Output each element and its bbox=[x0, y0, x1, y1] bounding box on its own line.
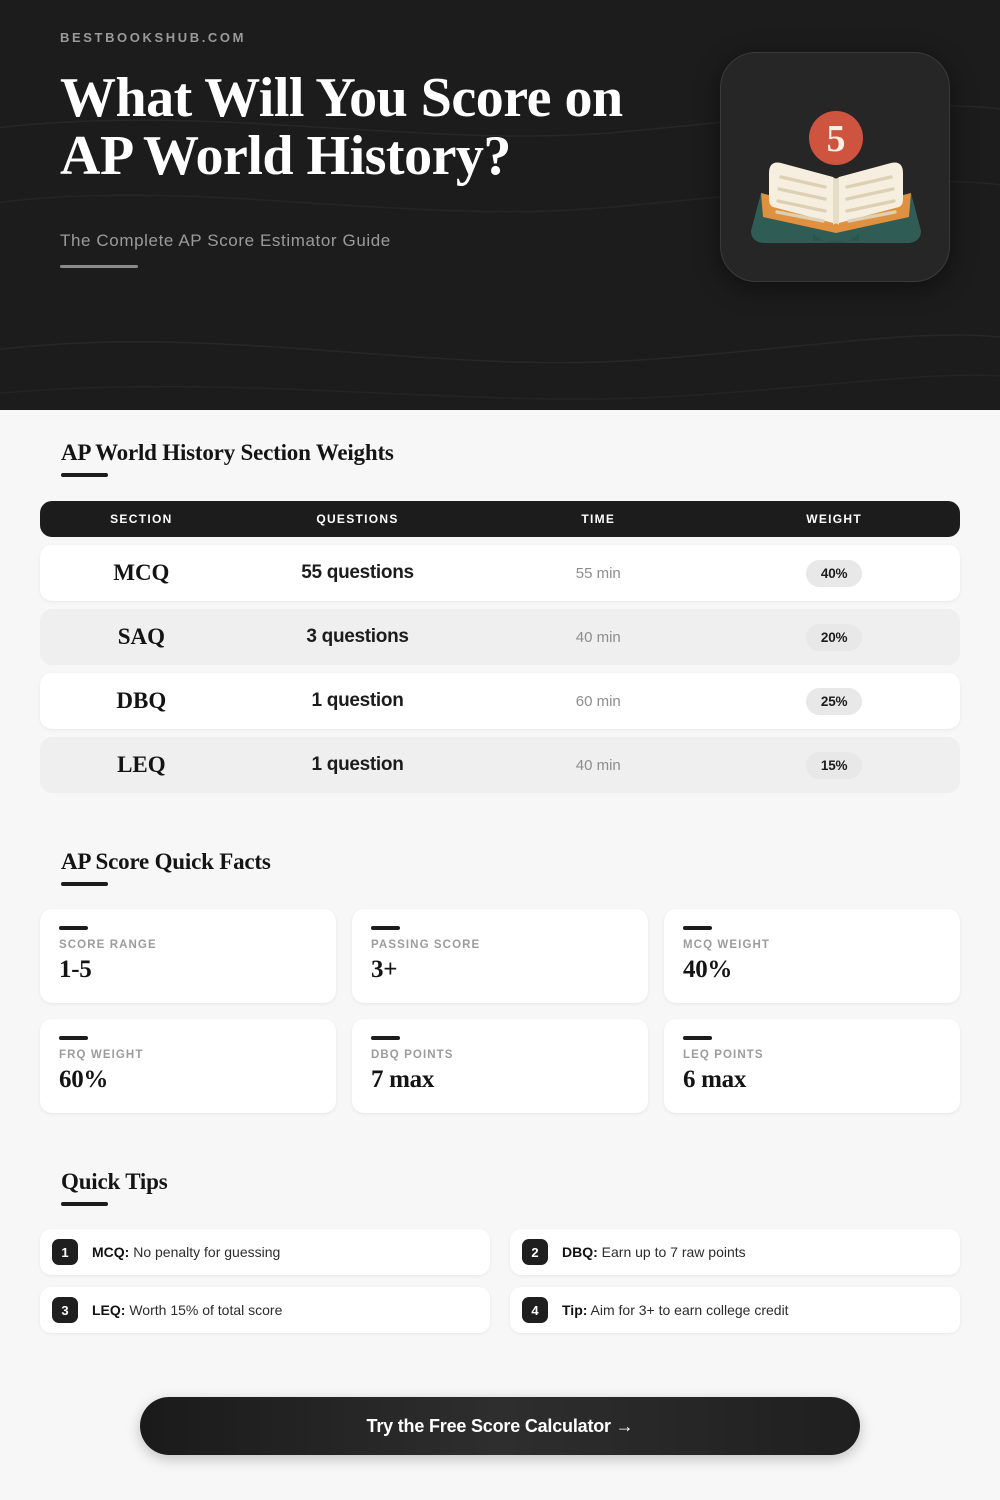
row-questions: 3 questions bbox=[306, 626, 409, 647]
tip-lead: LEQ: bbox=[92, 1302, 126, 1318]
column-header-section: SECTION bbox=[110, 512, 173, 526]
tip-body: Aim for 3+ to earn college credit bbox=[587, 1302, 789, 1318]
fact-value: 1-5 bbox=[59, 956, 92, 983]
weights-heading-underline bbox=[61, 473, 108, 477]
fact-value: 3+ bbox=[371, 956, 398, 983]
tip-item bbox=[510, 1229, 960, 1275]
tip-lead: MCQ: bbox=[92, 1244, 130, 1260]
row-section: LEQ bbox=[117, 752, 166, 777]
tip-text bbox=[92, 1244, 280, 1260]
column-header-weight: WEIGHT bbox=[806, 512, 862, 526]
fact-card bbox=[664, 1019, 960, 1113]
score-badge-number: 5 bbox=[826, 118, 846, 160]
row-questions: 1 question bbox=[311, 754, 404, 775]
row-time: 55 min bbox=[575, 564, 621, 582]
weights-heading: AP World History Section Weights bbox=[61, 440, 394, 465]
row-section: MCQ bbox=[113, 560, 170, 585]
facts-heading-underline bbox=[61, 882, 108, 886]
table-row bbox=[40, 609, 960, 665]
row-questions: 1 question bbox=[311, 690, 404, 711]
row-weight-cell bbox=[716, 624, 952, 651]
fact-label: SCORE RANGE bbox=[59, 939, 157, 951]
page-title: What Will You Score on AP World History? bbox=[60, 67, 623, 188]
weight-badge: 40% bbox=[806, 560, 862, 587]
tips-heading: Quick Tips bbox=[61, 1169, 168, 1194]
fact-dash bbox=[371, 926, 400, 930]
fact-label: FRQ WEIGHT bbox=[59, 1049, 144, 1061]
cta-section bbox=[40, 1397, 960, 1455]
fact-card bbox=[352, 909, 648, 1003]
row-time: 40 min bbox=[575, 756, 621, 774]
tip-lead: Tip: bbox=[562, 1302, 588, 1318]
row-time: 40 min bbox=[575, 628, 621, 646]
fact-label: LEQ POINTS bbox=[683, 1049, 764, 1061]
tips-heading-underline bbox=[61, 1202, 108, 1206]
tip-item bbox=[40, 1229, 490, 1275]
fact-card bbox=[352, 1019, 648, 1113]
tip-number-badge: 2 bbox=[522, 1239, 548, 1265]
column-header-time: TIME bbox=[581, 512, 616, 526]
hero-header bbox=[0, 0, 1000, 410]
fact-card bbox=[40, 909, 336, 1003]
tip-body: Earn up to 7 raw points bbox=[597, 1244, 746, 1260]
tip-item bbox=[40, 1287, 490, 1333]
tip-lead: DBQ: bbox=[562, 1244, 598, 1260]
fact-value: 7 max bbox=[371, 1066, 435, 1093]
row-weight-cell bbox=[716, 560, 952, 587]
column-header-questions: QUESTIONS bbox=[316, 512, 399, 526]
tip-item bbox=[510, 1287, 960, 1333]
fact-dash bbox=[59, 926, 88, 930]
tip-text bbox=[562, 1244, 746, 1260]
subtitle-underline bbox=[60, 265, 138, 268]
fact-label: MCQ WEIGHT bbox=[683, 939, 771, 951]
table-row bbox=[40, 545, 960, 601]
fact-value: 60% bbox=[59, 1066, 109, 1093]
quick-facts-grid bbox=[40, 909, 960, 1113]
row-weight-cell bbox=[716, 688, 952, 715]
open-book-icon bbox=[721, 53, 951, 283]
table-row bbox=[40, 737, 960, 793]
fact-dash bbox=[683, 1036, 712, 1040]
table-header-row bbox=[40, 501, 960, 537]
section-weights-table bbox=[40, 501, 960, 793]
fact-dash bbox=[371, 1036, 400, 1040]
fact-dash bbox=[683, 926, 712, 930]
tip-number-badge: 1 bbox=[52, 1239, 78, 1265]
fact-card bbox=[40, 1019, 336, 1113]
tip-number-badge: 3 bbox=[52, 1297, 78, 1323]
weight-badge: 25% bbox=[806, 688, 862, 715]
row-section: DBQ bbox=[116, 688, 167, 713]
row-weight-cell bbox=[716, 752, 952, 779]
row-section: SAQ bbox=[117, 624, 165, 649]
book-icon-tile bbox=[720, 52, 950, 282]
quick-tips-grid bbox=[40, 1229, 960, 1333]
score-calculator-button[interactable]: Try the Free Score Calculator → bbox=[140, 1397, 860, 1455]
weight-badge: 15% bbox=[806, 752, 862, 779]
tip-body: No penalty for guessing bbox=[129, 1244, 281, 1260]
fact-label: DBQ POINTS bbox=[371, 1049, 454, 1061]
table-row bbox=[40, 673, 960, 729]
row-time: 60 min bbox=[575, 692, 621, 710]
facts-heading: AP Score Quick Facts bbox=[61, 849, 271, 874]
site-brand: BESTBOOKSHUB.COM bbox=[60, 30, 247, 45]
weight-badge: 20% bbox=[806, 624, 862, 651]
tip-body: Worth 15% of total score bbox=[125, 1302, 283, 1318]
page-subtitle: The Complete AP Score Estimator Guide bbox=[60, 231, 391, 251]
fact-value: 6 max bbox=[683, 1066, 747, 1093]
fact-dash bbox=[59, 1036, 88, 1040]
fact-card bbox=[664, 909, 960, 1003]
fact-value: 40% bbox=[683, 956, 733, 983]
row-questions: 55 questions bbox=[301, 562, 414, 583]
fact-label: PASSING SCORE bbox=[371, 939, 481, 951]
tip-text bbox=[562, 1302, 789, 1318]
tip-number-badge: 4 bbox=[522, 1297, 548, 1323]
tip-text bbox=[92, 1302, 282, 1318]
